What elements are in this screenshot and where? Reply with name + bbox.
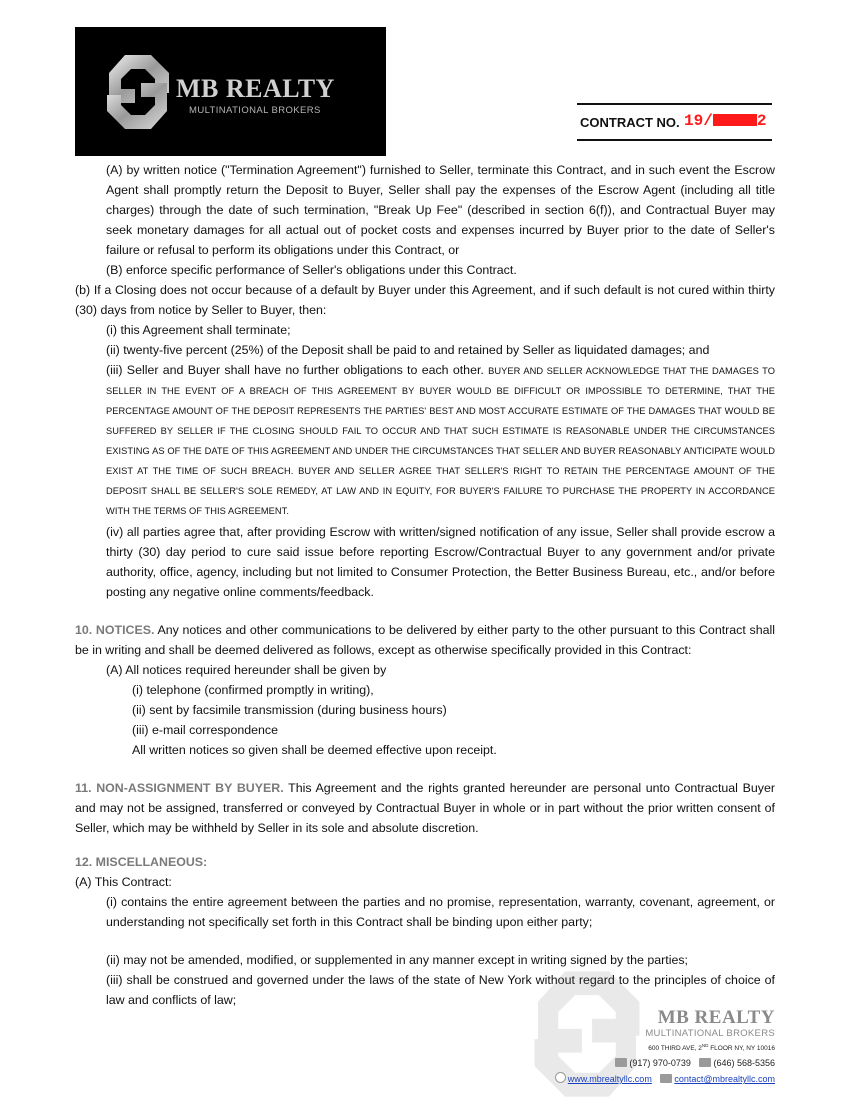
logo-subtitle: MULTINATIONAL BROKERS [189, 105, 321, 116]
footer-contact-block [549, 1008, 775, 1086]
contract-body [75, 160, 775, 1010]
misc-item: (i) contains the entire agreement between the parties and no promise, representation, warranty, covenant, agreement, or understanding not specifically set forth in this Contract shall be binding upon either party; [106, 895, 775, 929]
contract-number [684, 112, 766, 130]
remedy-option-a: (A) by written notice ("Termination Agreement") furnished to Seller, terminate this Contract, and in such event the Escrow Agent shall promptly return the Deposit to Buyer, Seller shall pay the expenses of the Escrow Agent (including all title charges) through the date of such termination, "Break Up Fee" (described in section 6(f)), and Contractual Buyer may seek monetary damages for all actual out of pocket costs and expenses incurred by Buyer prior to the date of Seller's failure or refusal to perform its obligations under this Contract, or [106, 163, 775, 257]
notice-method: (iii) e-mail correspondence [132, 723, 278, 737]
contract-number-box [577, 103, 772, 141]
buyer-default-item-iii [75, 360, 775, 520]
section-12-heading: 12. MISCELLANEOUS: [75, 855, 208, 869]
footer-links [549, 1072, 775, 1086]
section-heading: 11. NON-ASSIGNMENT BY BUYER. [75, 781, 284, 795]
redaction-bar [713, 114, 757, 126]
phone-icon [615, 1058, 627, 1067]
footer-phones [549, 1057, 775, 1070]
section-text: This Agreement and the rights granted hereunder are personal unto Contractual Buyer and may not be assigned, transferred or conveyed by Contractual Buyer in whole or in part without the prior written consent of Seller, which may be withheld by Seller in its sole and absolute discretion. [75, 781, 775, 835]
buyer-default-clause: (b) If a Closing does not occur because of a default by Buyer under this Agreement, and if such default is not cured within thirty (30) days from notice by Seller to Buyer, then: [75, 283, 775, 317]
fax-number: (646) 568-5356 [713, 1058, 775, 1069]
buyer-default-item: (i) this Agreement shall terminate; [106, 323, 291, 337]
address-superscript: ND [701, 1043, 709, 1048]
section-10-notices [75, 620, 775, 660]
address-part: FLOOR NY, NY 10016 [708, 1045, 775, 1053]
contract-label: CONTRACT NO. [580, 115, 680, 130]
fax-icon [699, 1058, 711, 1067]
buyer-default-item-iv: (iv) all parties agree that, after providing Escrow with written/signed notification of any issue, Seller shall provide escrow a thirty (30) day period to cure said issue before reporting Escrow/Contractual Buyer to any government and/or private authority, office, agency, including but not limited to Consumer Protection, the Better Business Bureau, etc., and/or before posting any negative online comments/feedback. [106, 525, 775, 599]
liquidated-damages-acknowledgement: BUYER AND SELLER ACKNOWLEDGE THAT THE DAMAGES TO SELLER IN THE EVENT OF A BREACH OF THIS AGREEMENT BY BUYER WOULD BE DIFFICULT OR IMPOSSIBLE TO DETERMINE, THAT THE PERCENTAGE AMOUNT OF THE DEPOSIT REPRESENTS THE PARTIES' BEST AND MOST ACCURATE ESTIMATE OF THE DAMAGES THAT WOULD BE SUFFERED BY SELLER IF THE CLOSING SHOULD FAIL TO OCCUR AND THAT SUCH ESTIMATE IS REASONABLE UNDER THE CIRCUMSTANCES EXISTING AS OF THE DATE OF THIS AGREEMENT AND UNDER THE CIRCUMSTANCES THAT SELLER AND BUYER REASONABLY ANTICIPATE WOULD EXIST AT THE TIME OF SUCH BREACH. BUYER AND SELLER AGREE THAT SELLER'S RIGHT TO RETAIN THE PERCENTAGE AMOUNT OF THE DEPOSIT SHALL BE SELLER'S SOLE REMEDY, AT LAW AND IN EQUITY, FOR BUYER'S FAILURE TO PURCHASE THE PROPERTY IN ACCORDANCE WITH THE TERMS OF THIS AGREEMENT. [106, 366, 775, 516]
envelope-icon [660, 1074, 672, 1083]
buyer-default-item: (ii) twenty-five percent (25%) of the Deposit shall be paid to and retained by Seller as liquidated damages; and [106, 343, 710, 357]
notice-method: (i) telephone (confirmed promptly in writing), [132, 683, 374, 697]
footer-company-name: MB REALTY [657, 1007, 775, 1028]
company-logo [75, 27, 386, 156]
section-11-non-assignment [75, 778, 775, 838]
notice-effective-statement: All written notices so given shall be deemed effective upon receipt. [132, 743, 497, 757]
notices-clause-a: (A) All notices required hereunder shall be given by [106, 663, 387, 677]
section-text: Any notices and other communications to be delivered by either party to the other pursuant to this Contract shall be in writing and shall be deemed delivered as follows, except as otherwise specifically provided in this Contract: [75, 623, 775, 657]
website-link[interactable]: www.mbrealtyllc.com [567, 1074, 652, 1085]
buyer-default-item: (iii) Seller and Buyer shall have no further obligations to each other. [106, 363, 484, 377]
email-link[interactable]: contact@mbrealtyllc.com [674, 1074, 775, 1085]
misc-item: (iii) shall be construed and governed under the laws of the state of New York without regard to the principles of choice of law and conflicts of law; [106, 973, 775, 1007]
contract-number-prefix: 19/ [684, 112, 713, 130]
address-part: 600 THIRD AVE, 2 [648, 1045, 702, 1053]
contract-number-suffix: 2 [756, 112, 767, 130]
phone-number: (917) 970-0739 [629, 1058, 691, 1069]
footer-address [549, 1040, 775, 1055]
section-heading: 10. NOTICES. [75, 623, 155, 637]
mb-octagon-logo-icon [105, 53, 171, 131]
misc-clause-a: (A) This Contract: [75, 875, 172, 889]
misc-item: (ii) may not be amended, modified, or supplemented in any manner except in writing signed by the parties; [106, 953, 688, 967]
notice-method: (ii) sent by facsimile transmission (during business hours) [132, 703, 447, 717]
footer-company-subtitle: MULTINATIONAL BROKERS [645, 1028, 775, 1039]
remedy-option-b: (B) enforce specific performance of Seller's obligations under this Contract. [106, 263, 517, 277]
logo-title: MB REALTY [176, 74, 335, 103]
globe-icon [555, 1072, 566, 1083]
